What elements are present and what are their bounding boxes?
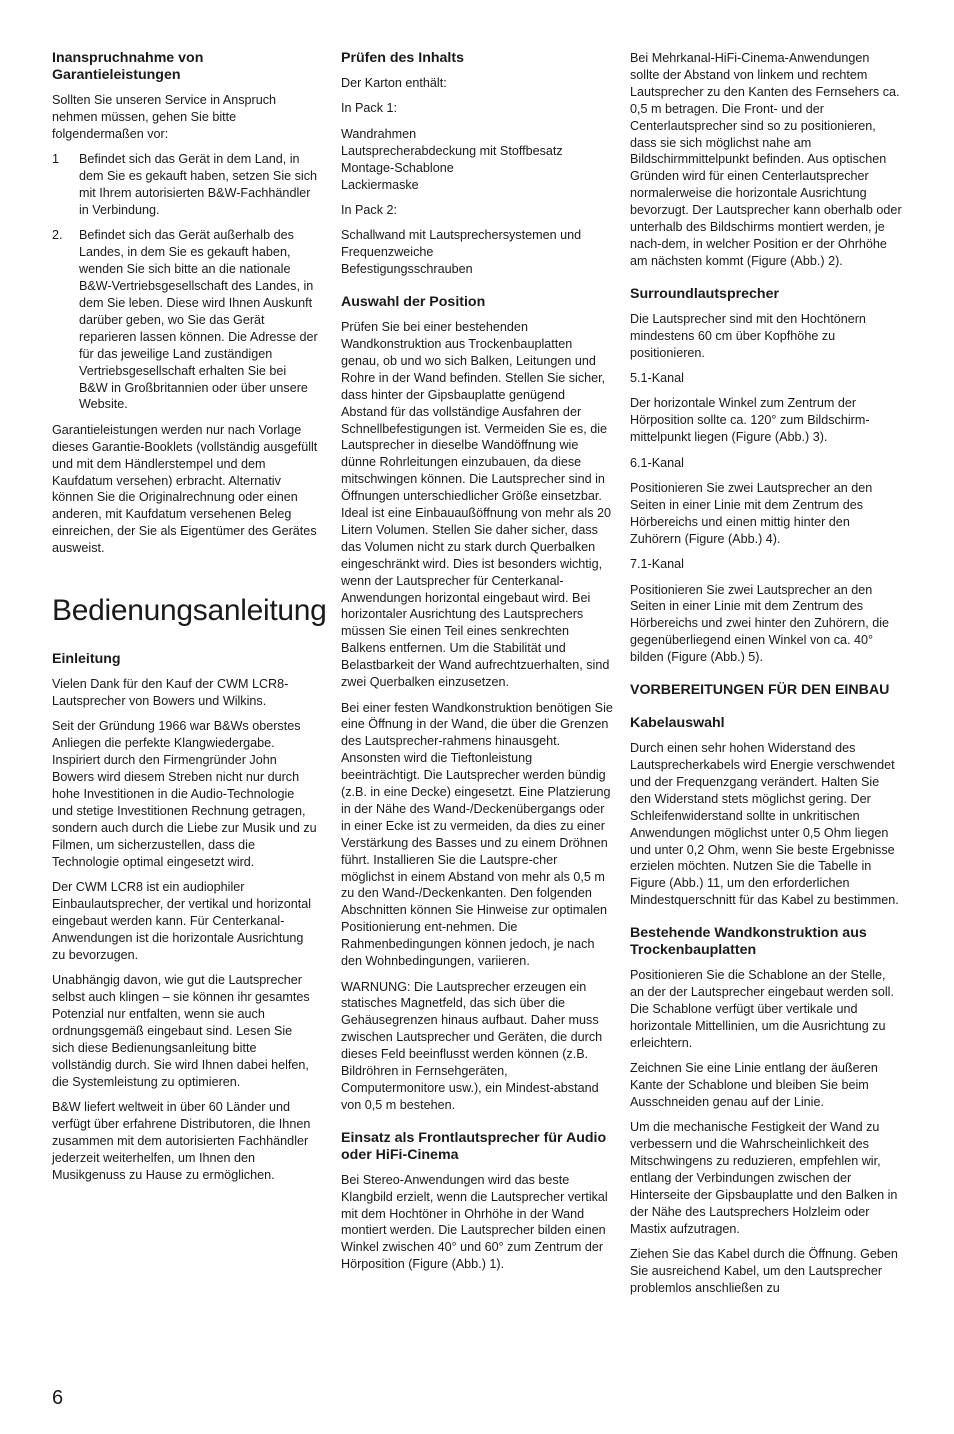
heading-position: Auswahl der Position [341,294,486,311]
label-5-1-kanal: 5.1-Kanal [630,371,684,385]
page-number: 6 [52,1387,64,1409]
paragraph-pack1: In Pack 1: [341,101,398,116]
paragraph-frontlautsprecher: Bei Stereo-Anwendungen wird das beste Klangbild erzielt, wenn die Lautsprecher vertikal mit dem Hochtöner in Ohrhöhe in der Wand montiert werden. Die Lautsprecher bilden einen Winkel zwischen 40° und 60° zum Zentrum der Hörposition (Figure (Abb.) 1). [341,1172,608,1272]
heading-frontlautsprecher: Einsatz als Frontlautsprecher für Audio oder HiFi-Cinema [341,1129,607,1163]
label-7-1-kanal: 7.1-Kanal [630,557,684,572]
heading-inhalt: Prüfen des Inhalts [341,50,464,66]
pack1-item: Lautsprecherabdeckung mit Stoffbesatz [341,143,563,158]
list-item [52,227,318,413]
heading-einleitung: Einleitung [52,651,121,668]
paragraph-6-1-kanal: Positionieren Sie zwei Lautsprecher an den Seiten in einer Linie mit dem Zentrum des Hörbereichs und einen mittig hinter den Zuhörern (Figure (Abb.) 4). [630,481,873,546]
pack2-item: Befestigungsschrauben [341,262,473,277]
garantie-list [52,151,318,413]
column-3 [630,50,902,1305]
list-number: 2. [52,228,63,243]
paragraph-einleitung-1: Vielen Dank für den Kauf der CWM LCR8-Lautsprecher von Bowers und Wilkins. [52,677,289,708]
paragraph-einleitung-3: Der CWM LCR8 ist ein audiophiler Einbaulautsprecher, der vertikal und horizontal eingebaut werden kann. Für Centerkanal-Anwendungen ist die horizontale Ausrichtung zu bevorzugen. [52,880,312,962]
column-1 [52,50,327,1192]
heading-surround: Surroundlautsprecher [630,285,779,302]
label-6-1-kanal: 6.1-Kanal [630,455,684,470]
paragraph-garantie-intro: Sollten Sie unseren Service in Anspruch nehmen müssen, gehen Sie bitte folgendermaßen vor: [52,93,277,141]
paragraph-bestehend-4: Ziehen Sie das Kabel durch die Öffnung. Geben Sie ausreichend Kabel, um den Lautsprecher problemlos anschließen zu [630,1247,898,1296]
paragraph-position-2: Bei einer festen Wandkonstruktion benötigen Sie eine Öffnung in der Wand, die über die Grenzen des Lautsprecher-rahmens hinausgeht. Ansonsten wird die Tieftonleistung beeinträchtigt. Die Lautsprecher werden bündig (z.B. in eine Decke) eingesetzt. Eine Platzierung in der Nähe des Wand-/Deckenübergangs oder in einer Ecke ist zu vermeiden, da dies zu einer Verstärkung des Basses und zu einem Dröhnen führt. Installieren Sie die Lautspre-cher möglichst in einem Abstand von mehr als 0,5 m zu den Wand-/Deckenkanten. Den folgenden Abschnitten können Sie Hinweise zur optimalen Positionierung ent-nehmen. Die Rahmenbedingungen können jedoch, je nach den Wohnbedingungen, variieren. [341,700,613,969]
paragraph-bestehend-3: Um die mechanische Festigkeit der Wand zu verbessern und die Wahrscheinlichkeit des Mitschwingens zu reduzieren, empfehlen wir, entlang der Verbindungen zwischen der Hinterseite der Gipsbauplatte und den Balken in der Nähe des Lautsprechers Holzleim oder Mastix aufzutragen. [630,1120,898,1236]
pack2-item: Schallwand mit Lautsprechersystemen und Frequenzweiche [341,228,582,260]
paragraph-karton: Der Karton enthält: [341,76,447,90]
paragraph-5-1-kanal: Der horizontale Winkel zum Zentrum der Hörposition sollte ca. 120° zum Bildschirm-mittelpunkt liegen (Figure (Abb.) 3). [630,396,870,445]
section-title-bedienungsanleitung: Bedienungsanleitung [52,594,327,628]
paragraph-einleitung-2: Seit der Gründung 1966 war B&Ws oberstes Anliegen die perfekte Klangwiedergabe. Inspiriert durch den Firmengründer John Bowers wird diesem Streben nicht nur durch hohe Investitionen in die Audio-Technologie und stetige Investitionen Rechnung getragen, sondern auch durch die Liebe zur Musik und zu Filmen, um sicherzustellen, dass die Technologie optimal eingesetzt wird. [52,719,317,869]
list-text: Befindet sich das Gerät außerhalb des Landes, in dem Sie es gekauft haben, wenden Sie sich bitte an die nationale B&W-Vertriebsgesellschaft des Landes, in dem Sie leben. Diese wird Ihnen Auskunft darüber geben, wo Sie das Gerät reparieren lassen können. Die Adresse der für das jeweilige Land zuständigen Vertriebsgesellschaft erhalten Sie bei B&W in Großbritannien oder über unsere Website. [79,228,318,412]
paragraph-mehrkanal: Bei Mehrkanal-HiFi-Cinema-Anwendungen sollte der Abstand von linkem und rechtem Lautsprecher zu den Kanten des Fernsehers ca. 0,5 m betragen. Die Front- und der Centerlautsprecher sind so zu positionieren, dass sie sich möglichst nahe am Bildschirmmittelpunkt befinden. Aus optischen Gründen wird für einen Centerlautsprecher normalerweise die horizontale Ausrichtung bevorzugt. Der Lautsprecher kann oberhalb oder unterhalb des Bildschirms montiert werden, je nach-dem, in welcher Position er der Ohrhöhe am nächsten kommt (Figure (Abb.) 2). [630,51,902,268]
paragraph-surround: Die Lautsprecher sind mit den Hochtönern mindestens 60 cm über Kopfhöhe zu positionieren. [630,311,866,360]
pack1-item: Lackiermaske [341,177,419,192]
list-number: 1 [52,152,60,167]
heading-kabelauswahl: Kabelauswahl [630,715,725,732]
paragraph-position-1: Prüfen Sie bei einer bestehenden Wandkonstruktion aus Trockenbauplatten genau, ob und wo sich Balken, Leitungen und Rohre in der Wand befinden. Stellen Sie sicher, dass hinter der Gipsbauplatte genügend Abstand für das vollständige Ausfahren der Schnellbefestigungen ist. Vermeiden Sie es, die Lautsprecher in dieselbe Wandöffnung wie dünne Rohrleitungen einzubauen, da diese mitschwingen können. Die Lautsprecher sind in Öffnungen unterschiedlicher Größe einsetzbar. Ideal ist eine Einbauaußöffnung von mehr als 20 Litern Volumen. Stellen Sie daher sicher, dass das Volumen nicht zu stark durch Querbalken eingeschränkt wird. Dies ist besonders wichtig, wenn der Lautsprecher für Centerkanal-Anwendungen horizontal eingebaut wird. Bei horizontaler Ausrichtung des Lautsprechers müssen Sie einen Teil eines senkrechten Balkens entfernen. Um die Stabilität und Belastbarkeit der Wand aufrechtzuerhalten, sind zwei Querbalken einzusetzen. [341,320,612,690]
list-text: Befindet sich das Gerät in dem Land, in dem Sie es gekauft haben, setzen Sie sich mit Ihrem autorisierten B&W-Fachhändler in Verbindung. [79,152,318,217]
heading-bestehende-wand: Bestehende Wandkonstruktion aus Trockenbauplatten [630,925,867,959]
column-2 [341,50,613,1282]
paragraph-bestehend-1: Positionieren Sie die Schablone an der Stelle, an der der Lautsprecher eingebaut werden soll. Die Schablone verfügt über vertikale und horizontale Mittellinien, um die Ausrichtung zu erleichtern. [630,968,894,1050]
heading-garantie: Inanspruchnahme von Garantieleistungen [52,50,204,83]
paragraph-bestehend-2: Zeichnen Sie eine Linie entlang der äußeren Kante der Schablone und bleiben Sie beim Ausschneiden genau auf der Linie. [630,1061,878,1109]
paragraph-position-3: WARNUNG: Die Lautsprecher erzeugen ein statisches Magnetfeld, das sich über die Gehäusegrenzen hinaus aufbaut. Daher muss zwischen Lautsprecher und Geräten, die durch dieses Feld beeinflusst werden können (z.B. Bildröhren in Fernsehgeräten, Computermonitore usw.), ein Mindest-abstand von 0,5 m bestehen. [341,979,603,1112]
pack1-item: Wandrahmen [341,126,417,141]
paragraph-7-1-kanal: Positionieren Sie zwei Lautsprecher an den Seiten in einer Linie mit dem Zentrum des Hörbereichs und zwei hinter den Zuhörern, die gegenüberliegend einen Winkel von ca. 40° bilden (Figure (Abb.) 5). [630,582,890,665]
paragraph-garantie-vorlage: Garantieleistungen werden nur nach Vorlage dieses Garantie-Booklets (vollständig ausgefüllt und mit dem Händlerstempel und dem Kaufdatum versehen) erbracht. Alternativ können Sie die Originalrechnung oder einen anderen, mit Kaufdatum versehenen Beleg einreichen, der Sie als Eigentümer des Gerätes ausweist. [52,422,318,556]
pack1-items [341,126,613,194]
pack1-item: Montage-Schablone [341,160,454,175]
pack2-items [341,227,613,278]
paragraph-pack2: In Pack 2: [341,202,398,217]
paragraph-einleitung-5: B&W liefert weltweit in über 60 Länder und verfügt über erfahrene Distributoren, die Ihnen zusammen mit dem autorisierten Fachhändler jederzeit weiterhelfen, um Ihnen den Musikgenuss zu Hause zu ermöglichen. [52,1099,311,1182]
paragraph-einleitung-4: Unabhängig davon, wie gut die Lautsprecher selbst auch klingen – sie können ihr gesamtes Potenzial nur entfalten, wenn sie auch ordnungsgemäß eingebaut sind. Lesen Sie sich diese Bedienungsanleitung bitte vollständig durch. Sie wird Ihnen dabei helfen, die Systemleistung zu optimieren. [52,973,310,1089]
paragraph-kabelauswahl: Durch einen sehr hohen Widerstand des Lautsprecherkabels wird Energie verschwendet und der Frequenzgang verändert. Halten Sie den Widerstand stets möglichst gering. Der Schleifenwiderstand sollte in unkritischen Anwendungen möglichst unter 0,5 Ohm liegen und unter 0,2 Ohm, wenn Sie beste Ergebnisse erzielen möchten. Nutzen Sie die Tabelle in Figure (Abb.) 11, um den erforderlichen Mindestquerschnitt für das Kabel zu bestimmen. [630,741,899,908]
heading-vorbereitungen: VORBEREITUNGEN FÜR DEN EINBAU [630,682,890,699]
list-item [52,151,318,219]
